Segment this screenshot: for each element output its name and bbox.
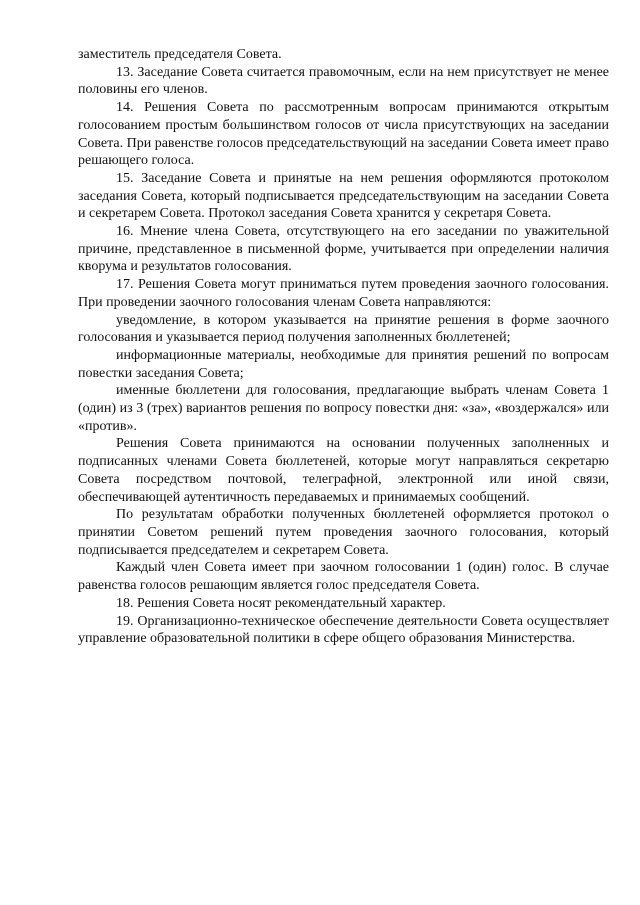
paragraph-17-materials: информационные материалы, необходимые для принятия решений по вопросам повестки заседания Совета; — [78, 347, 609, 381]
paragraph-14: 14. Решения Совета по рассмотренным вопросам принимаются открытым голосованием простым большинством голосов от числа присутствующих на заседании Совета. При равенстве голосов председательствующий на заседании Совета имеет право решающего голоса. — [78, 100, 609, 169]
paragraph-13: 13. Заседание Совета считается правомочным, если на нем присутствует не менее половины его членов. — [78, 64, 609, 98]
paragraph-17-decisions: Решения Совета принимаются на основании полученных заполненных и подписанных членами Совета бюллетеней, которые могут направляться секретарю Совета посредством почтовой, телеграфной, электронной или иной связи, обеспечивающей аутентичность передаваемых и принимаемых сообщений. — [78, 436, 609, 505]
paragraph-17-ballots: именные бюллетени для голосования, предлагающие выбрать членам Совета 1 (один) из 3 (трех) вариантов решения по вопросу повестки дня: «за», «воздержался» или «против». — [78, 383, 609, 434]
document-body — [78, 46, 609, 648]
paragraph-18: 18. Решения Совета носят рекомендательный характер. — [116, 595, 446, 611]
paragraph-17-votes: Каждый член Совета имеет при заочном голосовании 1 (один) голос. В случае равенства голосов решающим является голос председателя Совета. — [78, 560, 609, 594]
paragraph-17: 17. Решения Совета могут приниматься путем проведения заочного голосования. При проведении заочного голосования членам Совета направляются: — [78, 277, 609, 310]
paragraph-17-protocol: По результатам обработки полученных бюллетеней оформляется протокол о принятии Советом решений путем проведения заочного голосования, который подписывается председателем и секретарем Совета. — [78, 507, 609, 558]
paragraph-16: 16. Мнение члена Совета, отсутствующего на его заседании по уважительной причине, представленное в письменной форме, учитывается при определении наличия кворума и результатов голосования. — [78, 224, 609, 275]
paragraph-19: 19. Организационно-техническое обеспечение деятельности Совета осуществляет управление образовательной политики в сфере общего образования Министерства. — [78, 613, 609, 647]
paragraph-continuation: заместитель председателя Совета. — [78, 47, 282, 62]
paragraph-15: 15. Заседание Совета и принятые на нем решения оформляются протоколом заседания Совета, который подписывается председательствующим на заседании Совета и секретарем Совета. Протокол заседания Совета хранится у секретаря Совета. — [78, 170, 609, 222]
paragraph-17-notice: уведомление, в котором указывается на принятие решения в форме заочного голосования и указывается период получения заполненных бюллетеней; — [78, 312, 609, 346]
